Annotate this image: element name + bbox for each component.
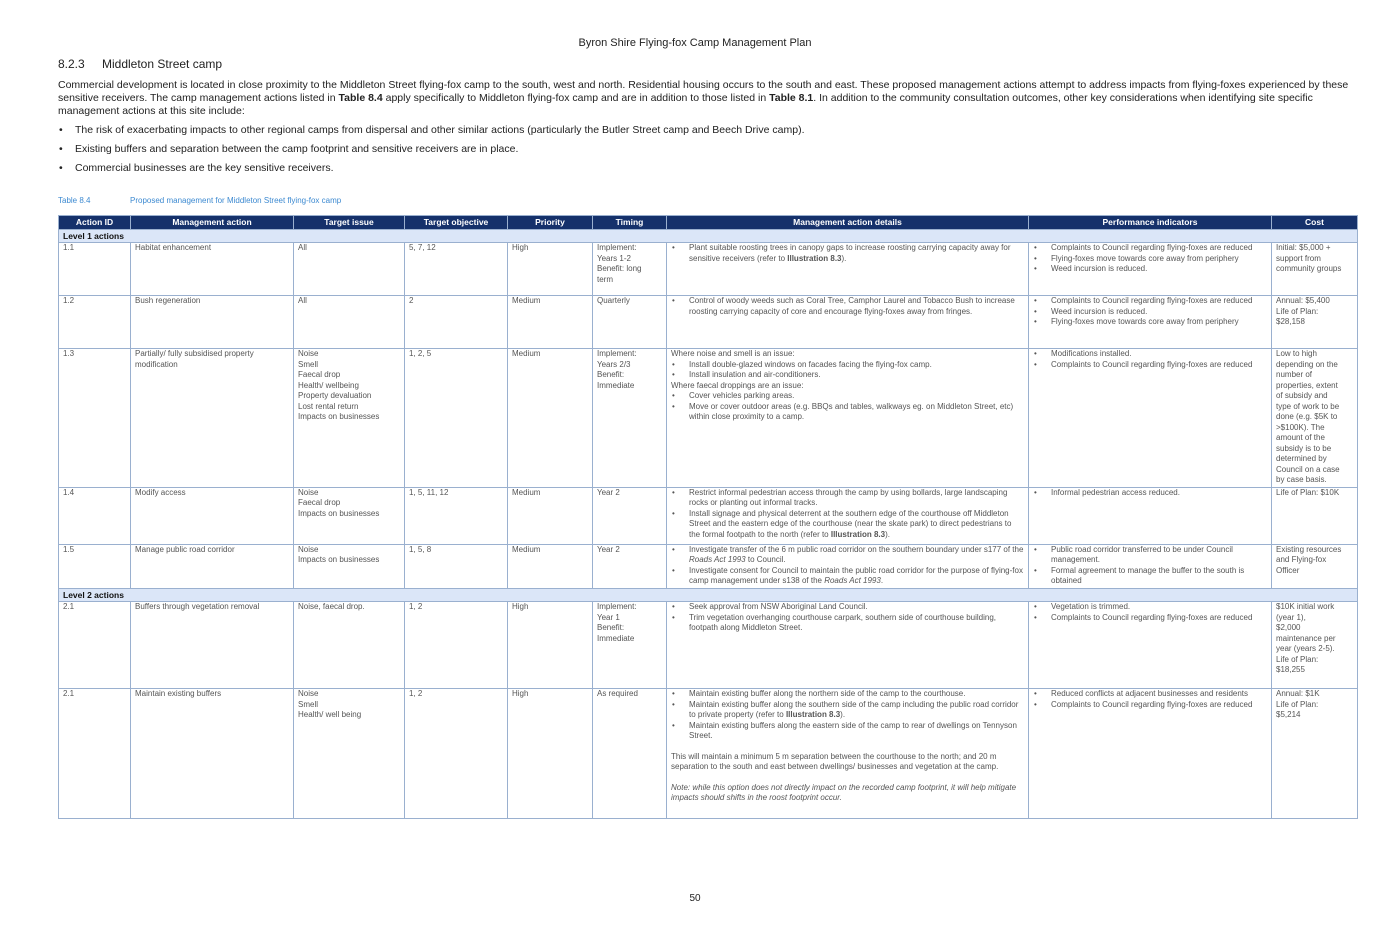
table-row (59, 296, 1358, 349)
list-item (671, 243, 1024, 264)
cell-issue: Noise, faecal drop. (294, 602, 405, 689)
cell-indicators (1029, 349, 1272, 488)
cell-cost: Low to high depending on the number of properties, extent of subsidy and type of work to be done (e.g. $5K to >$100K). The amount of the subsidy is to be determined by Council on a case by case basis. (1272, 349, 1358, 488)
cell-action-id: 2.1 (59, 689, 131, 819)
cell-indicators (1029, 243, 1272, 296)
detail-note: Note: while this option does not directly impact on the recorded camp footprint, it will help mitigate impacts should shifts in the roost footprint occur. (671, 782, 1017, 802)
level-label: Level 2 actions (59, 588, 1358, 602)
cell-objective: 1, 5, 8 (405, 544, 508, 588)
cell-timing: Implement: Years 2/3 Benefit: Immediate (593, 349, 667, 488)
cell-priority: Medium (508, 296, 593, 349)
cell-details (667, 689, 1029, 819)
cell-objective: 5, 7, 12 (405, 243, 508, 296)
cell-objective: 1, 2, 5 (405, 349, 508, 488)
cell-cost: Life of Plan: $10K (1272, 487, 1358, 544)
cell-objective: 2 (405, 296, 508, 349)
list-item: • Complaints to Council regarding flying-foxes are reduced (1033, 360, 1267, 371)
cell-issue: All (294, 296, 405, 349)
list-item: • Existing buffers and separation between the camp footprint and sensitive receivers are in place. (58, 143, 1358, 156)
cell-action-id: 1.3 (59, 349, 131, 488)
document-header: Byron Shire Flying-fox Camp Management Plan (578, 37, 812, 49)
detail-intro: Where faecal droppings are an issue: (671, 380, 804, 390)
list-item: • Complaints to Council regarding flying-foxes are reduced (1033, 700, 1267, 711)
list-item: • Formal agreement to manage the buffer to the south is obtained (1033, 566, 1267, 587)
cell-details (667, 243, 1029, 296)
cell-action-id: 1.4 (59, 487, 131, 544)
cell-issue: Noise Faecal drop Impacts on businesses (294, 487, 405, 544)
cell-action: Manage public road corridor (131, 544, 294, 588)
cell-timing: Quarterly (593, 296, 667, 349)
detail-text: . (880, 576, 884, 585)
list-item: • Flying-foxes move towards core away from periphery (1033, 254, 1267, 265)
cell-details (667, 349, 1029, 488)
cell-indicators (1029, 544, 1272, 588)
col-header-priority: Priority (508, 216, 593, 230)
page-number: 50 (689, 893, 701, 904)
management-table (58, 215, 1358, 819)
illustration-reference: Illustration 8.3 (787, 253, 842, 263)
list-item: • Reduced conflicts at adjacent businesses and residents (1033, 689, 1267, 700)
caption-title: Proposed management for Middleton Street flying-fox camp (130, 196, 342, 205)
cell-priority: Medium (508, 487, 593, 544)
list-item: • Vegetation is trimmed. (1033, 602, 1267, 613)
cell-priority: High (508, 602, 593, 689)
detail-text: Investigate consent for Council to maintain the public road corridor for the purpose of flying-fox camp management under s138 of the (689, 565, 1023, 585)
table-reference: Table 8.4 (338, 92, 383, 104)
col-header-target-issue: Target issue (294, 216, 405, 230)
cell-cost: Annual: $5,400 Life of Plan: $28,158 (1272, 296, 1358, 349)
list-item: • Weed incursion is reduced. (1033, 307, 1267, 318)
illustration-reference: Illustration 8.3 (785, 710, 841, 719)
illustration-reference: Illustration 8.3 (830, 529, 886, 539)
level-row (59, 588, 1358, 602)
list-item: • Maintain existing buffer along the northern side of the camp to the courthouse. (671, 689, 1024, 700)
cell-issue: All (294, 243, 405, 296)
page-content (58, 57, 1358, 819)
caption-number: Table 8.4 (58, 196, 91, 205)
col-header-performance: Performance indicators (1029, 216, 1272, 230)
paragraph-text: apply specifically to Middleton flying-fox camp and are in addition to those listed in (382, 92, 770, 104)
list-item: • Maintain existing buffers along the eastern side of the camp to rear of dwellings on Tennyson Street. (671, 721, 1024, 742)
list-item (671, 509, 1024, 541)
cell-cost: Annual: $1K Life of Plan: $5,214 (1272, 689, 1358, 819)
cell-cost: Existing resources and Flying-fox Officer (1272, 544, 1358, 588)
considerations-list (58, 124, 1358, 175)
table-reference: Table 8.1 (769, 92, 814, 104)
list-item: • The risk of exacerbating impacts to other regional camps from dispersal and other similar actions (particularly the Butler Street camp and Beech Drive camp). (58, 124, 1358, 137)
cell-action: Bush regeneration (131, 296, 294, 349)
cell-objective: 1, 2 (405, 602, 508, 689)
list-item: • Flying-foxes move towards core away from periphery (1033, 317, 1267, 328)
list-item: • Complaints to Council regarding flying-foxes are reduced (1033, 613, 1267, 624)
table-row (59, 544, 1358, 588)
cell-action: Modify access (131, 487, 294, 544)
table-row (59, 602, 1358, 689)
cell-timing: Year 2 (593, 487, 667, 544)
table-row (59, 487, 1358, 544)
cell-timing: Year 2 (593, 544, 667, 588)
cell-indicators (1029, 689, 1272, 819)
detail-text: ). (885, 529, 890, 539)
table-row (59, 243, 1358, 296)
cell-issue: Noise Impacts on businesses (294, 544, 405, 588)
paragraph-text: . In addition to the community consultation outcomes, other key considerations when identifying site specific management actions at this site include: (58, 92, 1313, 117)
section-number: 8.2.3 (58, 57, 85, 71)
list-item (671, 545, 1024, 566)
list-item: • Complaints to Council regarding flying-foxes are reduced (1033, 296, 1267, 307)
list-item: • Install double-glazed windows on facades facing the flying-fox camp. (671, 360, 1024, 371)
list-item: • Modifications installed. (1033, 349, 1267, 360)
cell-action-id: 2.1 (59, 602, 131, 689)
list-item: • Move or cover outdoor areas (e.g. BBQs and tables, walkways eg. on Middleton Street, etc) within close proximity to a camp. (671, 402, 1024, 423)
cell-details (667, 487, 1029, 544)
cell-action-id: 1.2 (59, 296, 131, 349)
detail-text: Investigate transfer of the 6 m public road corridor on the southern boundary under s177 of the (689, 544, 1024, 554)
list-item: • Cover vehicles parking areas. (671, 391, 1024, 402)
list-item: • Trim vegetation overhanging courthouse carpark, southern side of courthouse building, footpath along Middleton Street. (671, 613, 1024, 634)
cell-timing: Implement: Year 1 Benefit: Immediate (593, 602, 667, 689)
list-item: • Seek approval from NSW Aboriginal Land Council. (671, 602, 1024, 613)
cell-cost: $10K initial work (year 1), $2,000 maintenance per year (years 2-5). Life of Plan: $18,255 (1272, 602, 1358, 689)
list-item: • Informal pedestrian access reduced. (1033, 488, 1267, 499)
list-item: • Commercial businesses are the key sensitive receivers. (58, 162, 1358, 175)
col-header-management-action: Management action (131, 216, 294, 230)
detail-text: ). (841, 253, 847, 263)
table-header-row (59, 216, 1358, 230)
level-row (59, 229, 1358, 243)
level-label: Level 1 actions (59, 229, 1358, 243)
cell-timing: As required (593, 689, 667, 819)
cell-objective: 1, 2 (405, 689, 508, 819)
detail-intro: Where noise and smell is an issue: (671, 349, 795, 358)
paragraph-text: Commercial development is located in close proximity to the Middleton Street flying-fox camp to the south, west and north. Residential housing occurs to the south and east. These proposed management actions attempt to address impacts from flying-foxes experienced by these sensitive receivers. The camp management actions listed in (58, 79, 1349, 104)
detail-text: ). (840, 710, 846, 719)
cell-issue: Noise Smell Faecal drop Health/ wellbeing Property devaluation Lost rental return Impacts on businesses (294, 349, 405, 488)
cell-action: Buffers through vegetation removal (131, 602, 294, 689)
table-caption (58, 196, 1358, 205)
cell-action-id: 1.5 (59, 544, 131, 588)
act-name: Roads Act 1993 (824, 576, 881, 585)
list-item: • Install insulation and air-conditioners. (671, 370, 1024, 381)
list-item: • Control of woody weeds such as Coral Tree, Camphor Laurel and Tobacco Bush to increase roosting carrying capacity of core and encourage flying-foxes away from fringes. (671, 296, 1024, 317)
detail-text: to Council. (745, 555, 786, 564)
section-title: Middleton Street camp (102, 57, 223, 71)
cell-action: Habitat enhancement (131, 243, 294, 296)
cell-priority: High (508, 689, 593, 819)
detail-text: Plant suitable roosting trees in canopy gaps to increase roosting carrying capacity away for sensitive receivers (refer to (689, 243, 1011, 263)
list-item: • Public road corridor transferred to be under Council management. (1033, 545, 1267, 566)
col-header-details: Management action details (667, 216, 1029, 230)
cell-priority: Medium (508, 349, 593, 488)
table-row (59, 689, 1358, 819)
col-header-action-id: Action ID (59, 216, 131, 230)
cell-details (667, 544, 1029, 588)
cell-objective: 1, 5, 11, 12 (405, 487, 508, 544)
cell-details (667, 602, 1029, 689)
detail-text: Maintain existing buffer along the southern side of the camp including the public road corridor to private property (refer to (689, 699, 1019, 719)
cell-indicators (1029, 602, 1272, 689)
list-item: • Weed incursion is reduced. (1033, 264, 1267, 275)
list-item: • Complaints to Council regarding flying-foxes are reduced (1033, 243, 1267, 254)
cell-action: Maintain existing buffers (131, 689, 294, 819)
detail-text: Install signage and physical deterrent at the southern edge of the courthouse off Middleton Street and the eastern edge of the courthouse (near the skate park) to direct pedestrians to the formal footpath to the north (refer to (689, 508, 1012, 539)
list-item: • Restrict informal pedestrian access through the camp by using bollards, large landscaping rocks or planting out informal tracks. (671, 488, 1024, 509)
cell-issue: Noise Smell Health/ well being (294, 689, 405, 819)
cell-priority: High (508, 243, 593, 296)
col-header-cost: Cost (1272, 216, 1358, 230)
cell-indicators (1029, 487, 1272, 544)
col-header-timing: Timing (593, 216, 667, 230)
section-heading (58, 57, 1358, 71)
list-item (671, 700, 1024, 721)
cell-indicators (1029, 296, 1272, 349)
act-name: Roads Act 1993 (689, 555, 746, 564)
detail-paragraph: This will maintain a minimum 5 m separation between the courthouse to the north; and 20 m separation to the south and east between dwellings/ businesses and vegetation at the camp. (671, 751, 999, 771)
table-row (59, 349, 1358, 488)
intro-paragraph (58, 79, 1358, 118)
cell-action: Partially/ fully subsidised property modification (131, 349, 294, 488)
cell-action-id: 1.1 (59, 243, 131, 296)
cell-cost: Initial: $5,000 + support from community groups (1272, 243, 1358, 296)
list-item (671, 566, 1024, 587)
cell-priority: Medium (508, 544, 593, 588)
cell-details (667, 296, 1029, 349)
cell-timing: Implement: Years 1-2 Benefit: long term (593, 243, 667, 296)
col-header-target-objective: Target objective (405, 216, 508, 230)
